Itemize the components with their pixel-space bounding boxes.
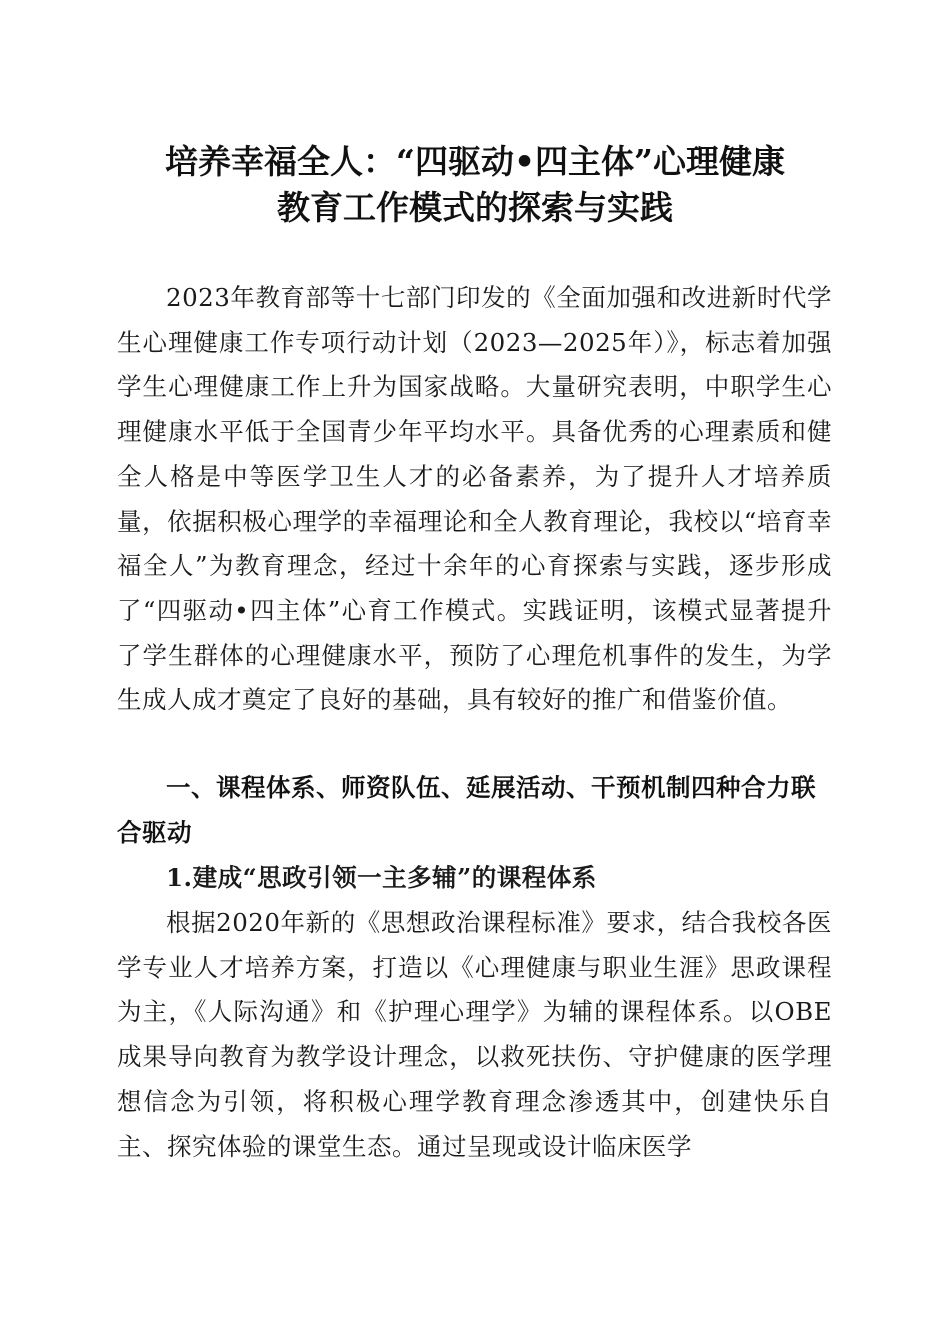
subsection-heading-1: 1.建成“思政引领一主多辅”的课程体系 <box>166 863 597 892</box>
section-heading-1: 一、课程体系、师资队伍、延展活动、干预机制四种合力联合驱动 <box>117 773 816 847</box>
intro-paragraph: 2023年教育部等十七部门印发的《全面加强和改进新时代学生心理健康工作专项行动计划（2023—2025年）》，标志着加强学生心理健康工作上升为国家战略。大量研究表明，中职学生心理健康水平低于全国青少年平均水平。具备优秀的心理素质和健全人格是中等医学卫生人才的必备素养，为了提升人才培养质量，依据积极心理学的幸福理论和全人教育理论，我校以“培育幸福全人”为教育理念，经过十余年的心育探索与实践，逐步形成了“四驱动•四主体”心育工作模式。实践证明，该模式显著提升了学生群体的心理健康水平，预防了心理危机事件的发生，为学生成人成才奠定了良好的基础，具有较好的推广和借鉴价值。 <box>117 283 832 715</box>
course-system-paragraph: 根据2020年新的《思想政治课程标准》要求，结合我校各医学专业人才培养方案，打造以《心理健康与职业生涯》思政课程为主，《人际沟通》和《护理心理学》为辅的课程体系。以OBE成果导向教育为教学设计理念，以救死扶伤、守护健康的医学理想信念为引领，将积极心理学教育理念渗透其中，创建快乐自主、探究体验的课堂生态。通过呈现或设计临床医学 <box>117 908 832 1161</box>
document-title-line-1: 培养幸福全人：“四驱动•四主体”心理健康 <box>164 142 786 181</box>
document-title-line-2: 教育工作模式的探索与实践 <box>277 188 673 227</box>
